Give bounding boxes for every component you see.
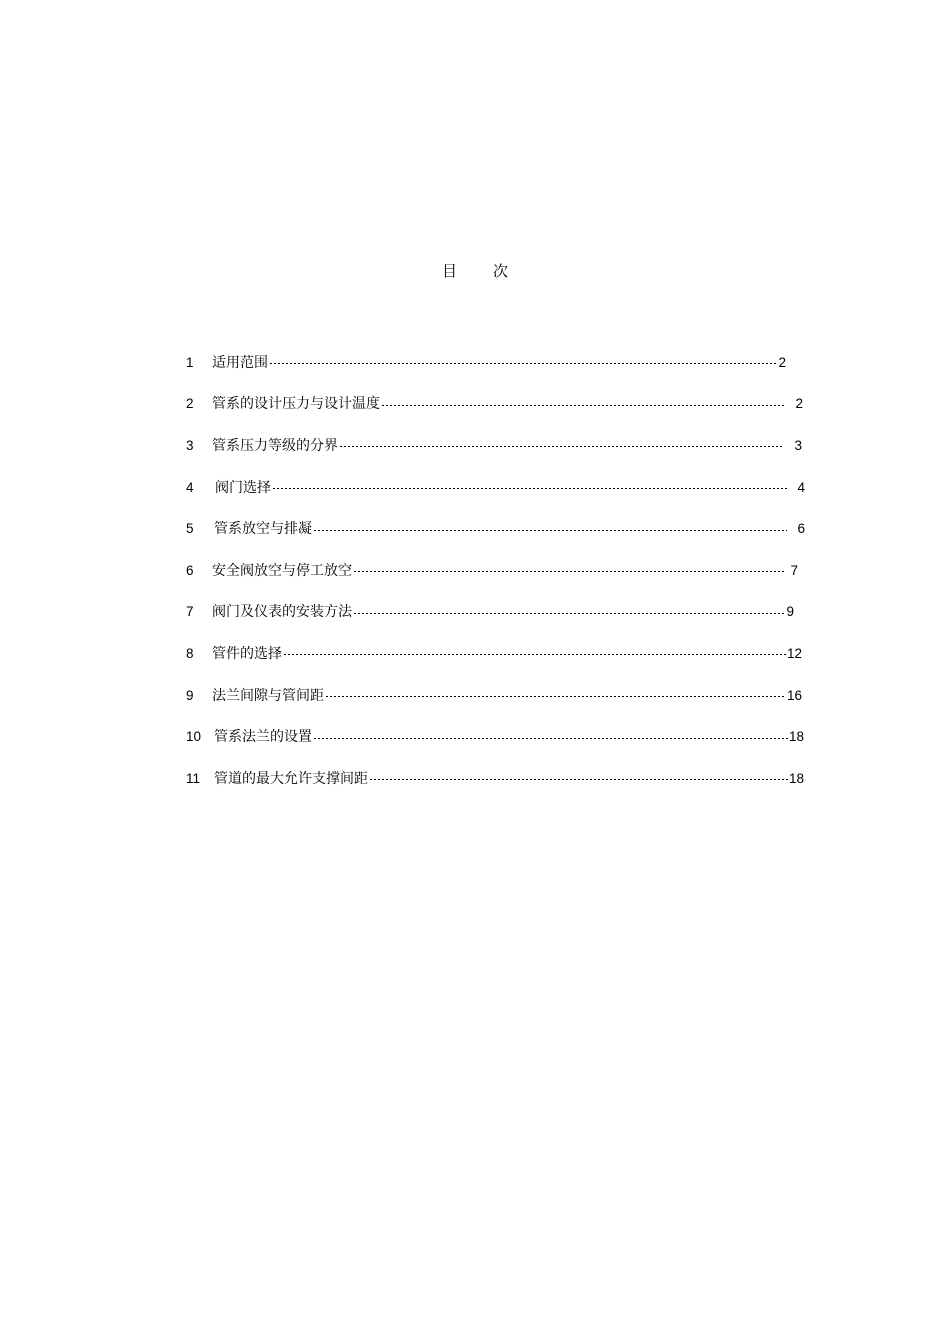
toc-entry[interactable] (186, 716, 804, 758)
toc-entry-page: 6 (797, 521, 805, 537)
table-of-contents (186, 342, 806, 800)
toc-entry-number: 9 (186, 687, 194, 703)
toc-entry-label: 管件的选择 (212, 645, 282, 662)
toc-dot-leader (272, 488, 787, 489)
toc-entry-page: 16 (786, 687, 802, 703)
toc-entry-page: 18 (788, 729, 804, 745)
toc-entry-label: 管系放空与排凝 (214, 521, 312, 538)
toc-dot-leader (269, 363, 777, 364)
toc-entry-page: 12 (786, 645, 802, 661)
toc-entry-number: 1 (186, 354, 194, 370)
page-title: 目次 (441, 262, 544, 280)
toc-entry-number: 10 (186, 729, 202, 745)
toc-entry-label: 管系的设计压力与设计温度 (212, 396, 380, 413)
toc-entry[interactable] (186, 508, 805, 550)
toc-entry[interactable] (186, 758, 804, 800)
toc-entry-number: 8 (186, 645, 194, 661)
toc-entry-number: 2 (186, 396, 194, 412)
toc-dot-leader (313, 530, 787, 531)
toc-entry-page: 2 (778, 354, 786, 370)
toc-entry-page: 2 (795, 396, 803, 412)
toc-entry-label: 法兰间隙与管间距 (212, 687, 324, 704)
toc-dot-leader (325, 696, 786, 697)
toc-dot-leader (313, 738, 788, 739)
toc-entry-label: 管系法兰的设置 (214, 729, 312, 746)
toc-dot-leader (369, 779, 788, 780)
toc-entry[interactable] (186, 633, 802, 675)
toc-dot-leader (283, 654, 786, 655)
toc-entry-page: 9 (786, 604, 794, 620)
toc-entry-number: 7 (186, 604, 194, 620)
toc-dot-leader (381, 405, 785, 406)
toc-entry-page: 4 (797, 479, 805, 495)
toc-entry-label: 安全阀放空与停工放空 (212, 562, 352, 579)
toc-entry-number: 11 (186, 770, 201, 786)
toc-dot-leader (353, 571, 784, 572)
toc-entry-label: 适用范围 (212, 354, 268, 371)
toc-entry[interactable] (186, 425, 802, 467)
toc-dot-leader (353, 613, 785, 614)
toc-entry[interactable] (186, 384, 803, 426)
toc-entry[interactable] (186, 467, 805, 509)
toc-entry-page: 3 (794, 437, 802, 453)
toc-entry-page: 7 (790, 562, 798, 578)
toc-dot-leader (339, 446, 784, 447)
toc-entry-label: 阀门及仪表的安装方法 (212, 604, 352, 621)
toc-entry-number: 5 (186, 521, 194, 537)
toc-entry-page: 18 (788, 770, 804, 786)
toc-entry-number: 6 (186, 562, 194, 578)
toc-entry[interactable] (186, 592, 794, 634)
toc-entry[interactable] (186, 550, 798, 592)
toc-entry-label: 管系压力等级的分界 (212, 437, 338, 454)
toc-entry-label: 阀门选择 (215, 479, 271, 496)
toc-entry-label: 管道的最大允许支撑间距 (214, 770, 368, 787)
toc-entry-number: 3 (186, 437, 194, 453)
toc-entry[interactable] (186, 675, 802, 717)
toc-entry-number: 4 (186, 479, 194, 495)
toc-entry[interactable] (186, 342, 786, 384)
